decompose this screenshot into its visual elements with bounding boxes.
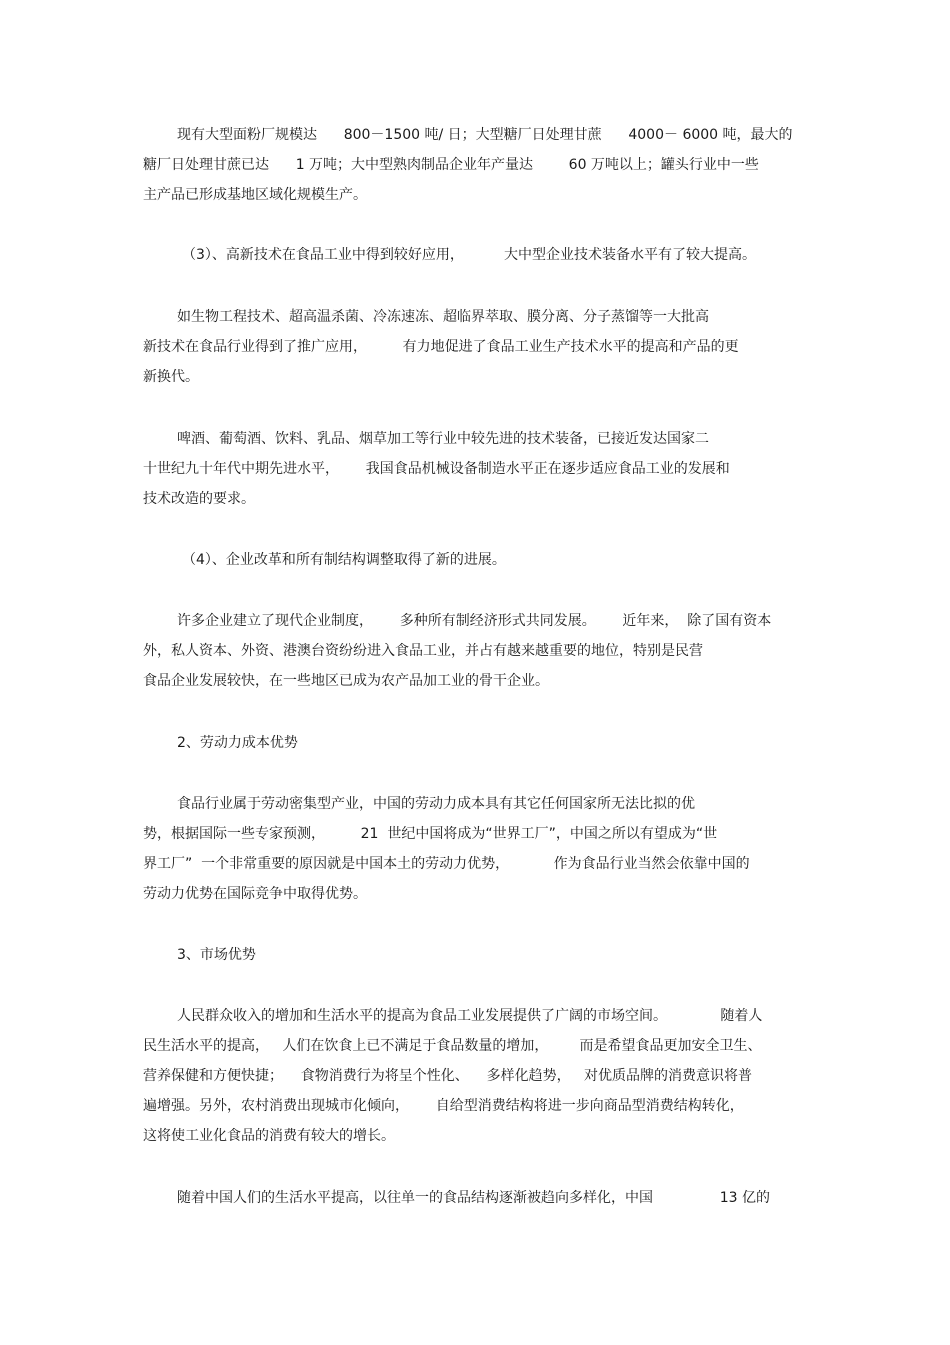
paragraph-10-line-3: 营养保健和方便快捷； 食物消费行为将呈个性化、 多样化趋势， 对优质品牌的消费意识将普 (143, 1068, 752, 1084)
paragraph-8-line-2: 势，根据国际一些专家预测， 21 世纪中国将成为“世界工厂”，中国之所以有望成为“世 (143, 826, 718, 842)
paragraph-4-line-2: 十世纪九十年代中期先进水平， 我国食品机械设备制造水平正在逐步适应食品工业的发展和 (143, 461, 730, 477)
paragraph-10-line-4: 遍增强。另外，农村消费出现城市化倾向， 自给型消费结构将进一步向商品型消费结构转化， (143, 1098, 744, 1114)
paragraph-4-line-1: 啤酒、葡萄酒、饮料、乳品、烟草加工等行业中较先进的技术装备，已接近发达国家二 (177, 431, 709, 447)
paragraph-1-line-1: 现有大型面粉厂规模达 800－1500 吨/ 日；大型糖厂日处理甘蔗 4000－ 6000 吨，最大的 (177, 127, 793, 143)
paragraph-6-line-1: 许多企业建立了现代企业制度， 多种所有制经济形式共同发展。 近年来， 除了国有资本 (177, 613, 772, 629)
section-heading-4: （4）、企业改革和所有制结构调整取得了新的进展。 (182, 552, 506, 568)
paragraph-3-line-1: 如生物工程技术、超高温杀菌、冷冻速冻、超临界萃取、膜分离、分子蒸馏等一大批高 (177, 309, 709, 325)
paragraph-3-line-2: 新技术在食品行业得到了推广应用， 有力地促进了食品工业生产技术水平的提高和产品的更 (143, 339, 739, 355)
section-heading-3: （3）、高新技术在食品工业中得到较好应用， 大中型企业技术装备水平有了较大提高。 (182, 247, 756, 263)
paragraph-10-line-5: 这将使工业化食品的消费有较大的增长。 (143, 1128, 395, 1144)
paragraph-1-line-3: 主产品已形成基地区域化规模生产。 (143, 187, 367, 203)
paragraph-10-line-2: 民生活水平的提高， 人们在饮食上已不满足于食品数量的增加， 而是希望食品更加安全卫生、 (143, 1038, 762, 1054)
paragraph-8-line-3: 界工厂” 一个非常重要的原因就是中国本土的劳动力优势， 作为食品行业当然会依靠中国的 (143, 856, 750, 872)
paragraph-1-line-2: 糖厂日处理甘蔗已达 1 万吨；大中型熟肉制品企业年产量达 60 万吨以上；罐头行业中一些 (143, 157, 759, 173)
paragraph-11-line-1: 随着中国人们的生活水平提高，以往单一的食品结构逐渐被趋向多样化，中国 13 亿的 (177, 1190, 771, 1206)
section-heading-labor-cost: 2、劳动力成本优势 (177, 735, 298, 751)
section-heading-market: 3、市场优势 (177, 947, 256, 963)
paragraph-3-line-3: 新换代。 (143, 369, 199, 385)
paragraph-6-line-2: 外，私人资本、外资、港澳台资纷纷进入食品工业，并占有越来越重要的地位，特别是民营 (143, 643, 703, 659)
paragraph-8-line-4: 劳动力优势在国际竞争中取得优势。 (143, 886, 367, 902)
paragraph-10-line-1: 人民群众收入的增加和生活水平的提高为食品工业发展提供了广阔的市场空间。 随着人 (177, 1008, 763, 1024)
paragraph-4-line-3: 技术改造的要求。 (143, 491, 255, 507)
paragraph-8-line-1: 食品行业属于劳动密集型产业，中国的劳动力成本具有其它任何国家所无法比拟的优 (177, 796, 695, 812)
paragraph-6-line-3: 食品企业发展较快，在一些地区已成为农产品加工业的骨干企业。 (143, 673, 549, 689)
